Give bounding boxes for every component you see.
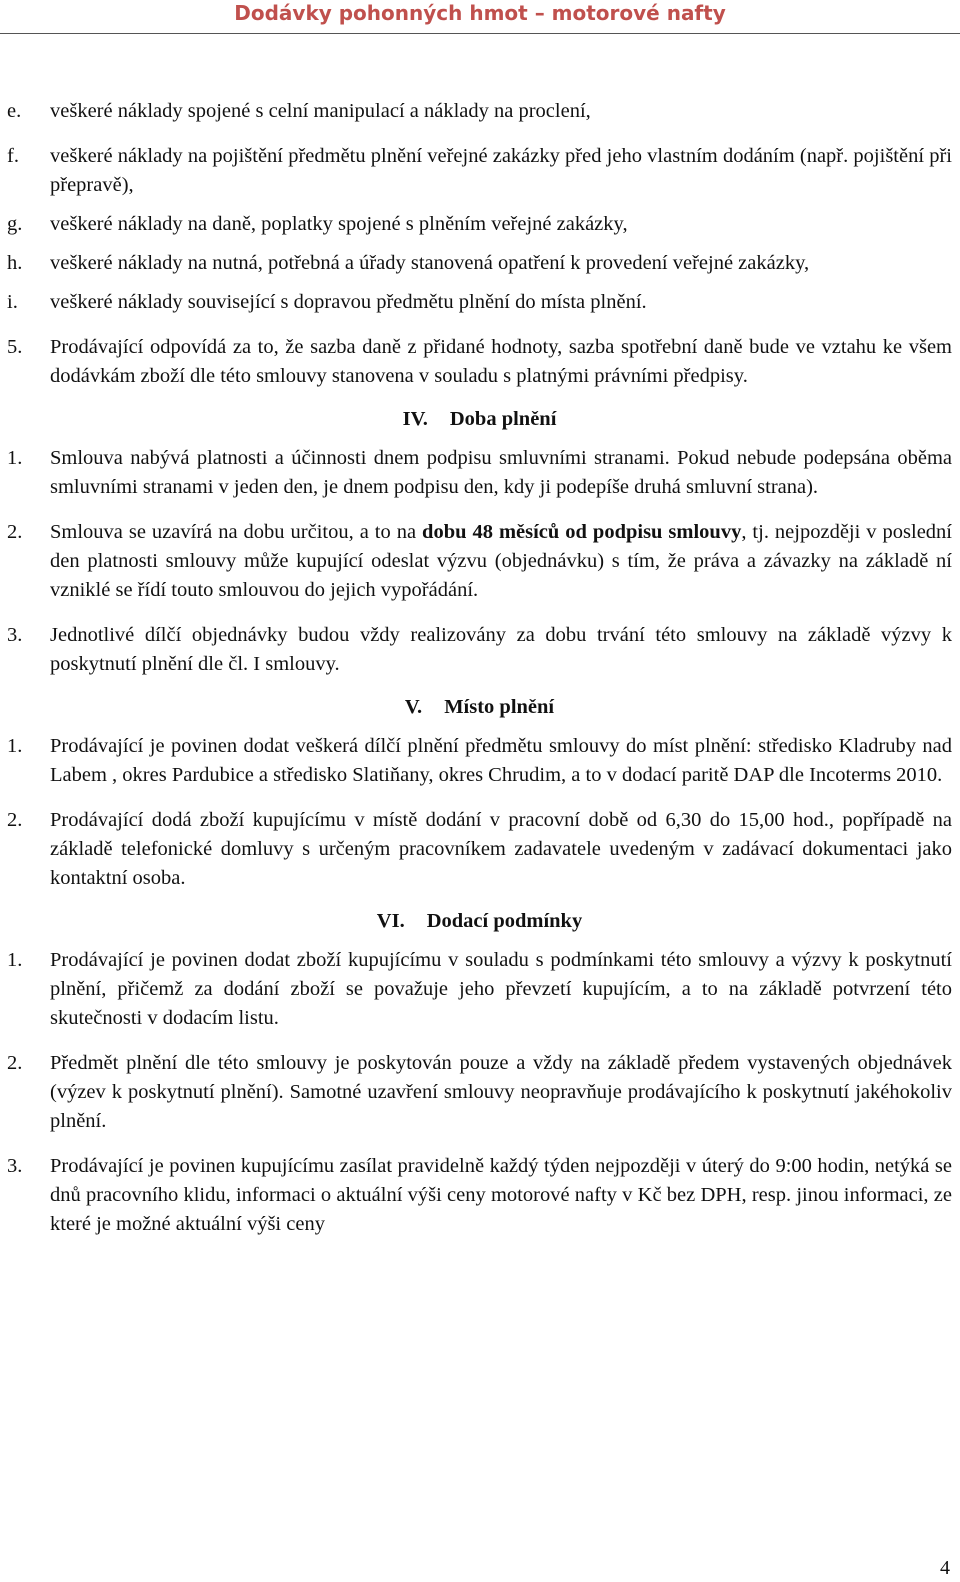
section-iv-item-3 <box>7 621 952 679</box>
list-item-h <box>7 249 952 278</box>
header-divider <box>0 33 960 34</box>
section-vi-item-2 <box>7 1049 952 1136</box>
section-number: V. <box>404 696 423 718</box>
paragraph-text <box>50 521 952 601</box>
list-marker: i. <box>7 291 18 313</box>
paragraph-number: 2. <box>7 1052 23 1074</box>
paragraph-text: Prodávající je povinen dodat veškerá dílčí plnění předmětu smlouvy do míst plnění: středisko Kladruby nad Labem , okres Pardubice a středisko Slatiňany, okres Chrudim, a to v dodací paritě DAP dle Incoterms 2010. <box>50 735 952 786</box>
paragraph-number: 1. <box>7 447 23 469</box>
section-v-item-1 <box>7 732 952 790</box>
section-vi-item-1 <box>7 946 952 1033</box>
list-marker: e. <box>7 100 22 122</box>
section-title: Doba plnění <box>449 408 557 430</box>
section-heading-vi <box>7 907 952 936</box>
paragraph-5 <box>7 333 952 391</box>
list-item-f <box>7 142 952 200</box>
list-item-i <box>7 288 952 317</box>
section-title: Místo plnění <box>444 696 555 718</box>
paragraph-text: Prodávající je povinen dodat zboží kupujícímu v souladu s podmínkami této smlouvy a výzvy k poskytnutí plnění, přičemž za dodání zboží se považuje jeho převzetí kupujícím, a to na základě potvrzení této skutečnosti v dodacím listu. <box>50 949 952 1029</box>
section-v-item-2 <box>7 806 952 893</box>
paragraph-text: Prodávající odpovídá za to, že sazba daně z přidané hodnoty, sazba spotřební daně bude ve vztahu ke všem dodávkám zboží dle této smlouvy stanovena v souladu s platnými právními předpisy. <box>50 336 952 387</box>
section-vi-item-3 <box>7 1152 952 1239</box>
page-number: 4 <box>940 1557 950 1579</box>
document-body <box>7 97 952 1239</box>
paragraph-number: 1. <box>7 735 23 757</box>
section-iv-item-2 <box>7 518 952 605</box>
paragraph-number: 3. <box>7 1155 23 1177</box>
section-heading-v <box>7 693 952 722</box>
text-run: Smlouva se uzavírá na dobu určitou, a to na <box>50 521 423 543</box>
list-item-text: veškeré náklady spojené s celní manipulací a náklady na proclení, <box>50 100 591 122</box>
bold-text-run: dobu 48 měsíců od podpisu smlouvy <box>422 521 742 543</box>
paragraph-number: 2. <box>7 809 23 831</box>
paragraph-text: Předmět plnění dle této smlouvy je poskytován pouze a vždy na základě předem vystavených objednávek (výzev k poskytnutí plnění). Samotné uzavření smlouvy neopravňuje prodávajícího k poskytnutí jakéhokoliv plnění. <box>50 1052 952 1132</box>
page-header-title: Dodávky pohonných hmot – motorové nafty <box>234 1 726 25</box>
paragraph-number: 3. <box>7 624 23 646</box>
section-number: VI. <box>376 910 405 932</box>
list-marker: h. <box>7 252 23 274</box>
list-marker: f. <box>7 145 19 167</box>
list-item-text: veškeré náklady na daně, poplatky spojené s plněním veřejné zakázky, <box>50 213 628 235</box>
list-item-g <box>7 210 952 239</box>
section-heading-iv <box>7 405 952 434</box>
list-item-text: veškeré náklady na nutná, potřebná a úřady stanovená opatření k provedení veřejné zakázky, <box>50 252 810 274</box>
list-item-text: veškeré náklady na pojištění předmětu plnění veřejné zakázky před jeho vlastním dodáním (např. pojištění při přepravě), <box>50 145 952 196</box>
text-run: , tj. nejpozději v poslední den platnosti smlouvy může kupující odeslat výzvu (objednávku) s tím, že práva a závazky na základě ní vzniklé se řídí touto smlouvou do jejich vypořádání. <box>50 521 952 601</box>
section-number: IV. <box>402 408 428 430</box>
paragraph-text: Prodávající je povinen kupujícímu zasílat pravidelně každý týden nejpozději v úterý do 9:00 hodin, netýká se dnů pracovního klidu, informaci o aktuální výši ceny motorové nafty v Kč bez DPH, resp. jinou informaci, ze které je možné aktuální výši ceny <box>50 1155 952 1235</box>
section-iv-item-1 <box>7 444 952 502</box>
paragraph-number: 5. <box>7 336 23 358</box>
paragraph-number: 2. <box>7 521 23 543</box>
paragraph-text: Jednotlivé dílčí objednávky budou vždy realizovány za dobu trvání této smlouvy na základě výzvy k poskytnutí plnění dle čl. I smlouvy. <box>50 624 952 675</box>
list-item-text: veškeré náklady související s dopravou předmětu plnění do místa plnění. <box>50 291 647 313</box>
paragraph-number: 1. <box>7 949 23 971</box>
section-title: Dodací podmínky <box>426 910 583 932</box>
paragraph-text: Smlouva nabývá platnosti a účinnosti dnem podpisu smluvními stranami. Pokud nebude podepsána oběma smluvními stranami v jeden den, je dnem podpisu den, kdy ji podepíše druhá smluvní strana). <box>50 447 952 498</box>
paragraph-text: Prodávající dodá zboží kupujícímu v místě dodání v pracovní době od 6,30 do 15,00 hod., popřípadě na základě telefonické domluvy s určeným pracovníkem zadavatele uvedeným v zadávací dokumentaci jako kontaktní osoba. <box>50 809 952 889</box>
list-marker: g. <box>7 213 23 235</box>
list-item-e <box>7 97 952 126</box>
